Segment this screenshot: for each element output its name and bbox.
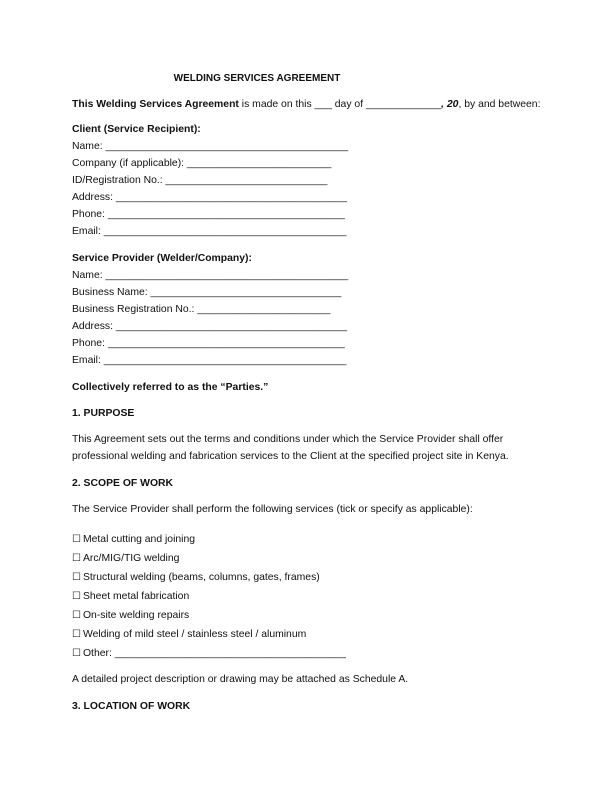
- checklist-item-label: On-site welding repairs: [82, 610, 190, 621]
- checklist-item[interactable]: [72, 550, 542, 567]
- intro-paragraph: [72, 96, 542, 113]
- checklist-item-label: Other: ________________________________________: [82, 648, 346, 659]
- scope-heading: 2. SCOPE OF WORK: [72, 478, 174, 489]
- checkbox-icon[interactable]: ☐: [72, 648, 81, 659]
- intro-tail: , by and between:: [458, 99, 541, 110]
- location-heading: 3. LOCATION OF WORK: [72, 701, 191, 712]
- client-company-field[interactable]: Company (if applicable): _________________________: [72, 158, 332, 169]
- checkbox-icon[interactable]: ☐: [72, 610, 81, 621]
- checklist-item-label: Structural welding (beams, columns, gates, frames): [82, 572, 320, 583]
- client-id-field[interactable]: ID/Registration No.: ____________________________: [72, 175, 328, 186]
- client-name-field[interactable]: Name: __________________________________________: [72, 141, 349, 152]
- checkbox-icon[interactable]: ☐: [72, 534, 81, 545]
- scope-checklist: [72, 531, 542, 662]
- provider-heading: Service Provider (Welder/Company):: [72, 253, 252, 264]
- checklist-item-label: Sheet metal fabrication: [82, 591, 190, 602]
- purpose-heading: 1. PURPOSE: [72, 408, 135, 419]
- document-title: WELDING SERVICES AGREEMENT: [173, 73, 341, 84]
- scope-note: A detailed project description or drawing may be attached as Schedule A.: [72, 674, 409, 685]
- checklist-item-label: Welding of mild steel / stainless steel / aluminum: [82, 629, 307, 640]
- checklist-item[interactable]: [72, 588, 542, 605]
- client-section: [72, 121, 542, 240]
- provider-address-field[interactable]: Address: ________________________________________: [72, 321, 348, 332]
- checkbox-icon[interactable]: ☐: [72, 629, 81, 640]
- checklist-item[interactable]: [72, 607, 542, 624]
- intro-made-on: is made on this ___ day of _____________: [238, 99, 442, 110]
- scope-lead: The Service Provider shall perform the following services (tick or specify as applicable):: [72, 504, 473, 515]
- checklist-item-label: Metal cutting and joining: [82, 534, 196, 545]
- provider-phone-field[interactable]: Phone: _________________________________________: [72, 338, 345, 349]
- collectively-statement: Collectively referred to as the “Parties.”: [72, 382, 269, 393]
- client-heading: Client (Service Recipient):: [72, 124, 201, 135]
- checkbox-icon[interactable]: ☐: [72, 572, 81, 583]
- purpose-text: This Agreement sets out the terms and conditions under which the Service Provider shall offer professional welding and fabrication services to the Client at the specified project site in Kenya.: [72, 434, 509, 462]
- client-email-field[interactable]: Email: __________________________________________: [72, 226, 347, 237]
- provider-registration-field[interactable]: Business Registration No.: _______________________: [72, 304, 331, 315]
- provider-name-field[interactable]: Name: __________________________________________: [72, 270, 349, 281]
- provider-business-name-field[interactable]: Business Name: _________________________________: [72, 287, 342, 298]
- checklist-item[interactable]: [72, 531, 542, 548]
- client-phone-field[interactable]: Phone: _________________________________________: [72, 209, 345, 220]
- checkbox-icon[interactable]: ☐: [72, 553, 81, 564]
- provider-email-field[interactable]: Email: __________________________________________: [72, 355, 347, 366]
- intro-year: , 20: [441, 99, 459, 110]
- checkbox-icon[interactable]: ☐: [72, 591, 81, 602]
- checklist-item-label: Arc/MIG/TIG welding: [82, 553, 180, 564]
- checklist-item-other[interactable]: [72, 645, 542, 662]
- checklist-item[interactable]: [72, 626, 542, 643]
- intro-bold: This Welding Services Agreement: [72, 99, 239, 110]
- document-page: [72, 70, 542, 724]
- checklist-item[interactable]: [72, 569, 542, 586]
- provider-section: [72, 250, 542, 369]
- client-address-field[interactable]: Address: ________________________________________: [72, 192, 348, 203]
